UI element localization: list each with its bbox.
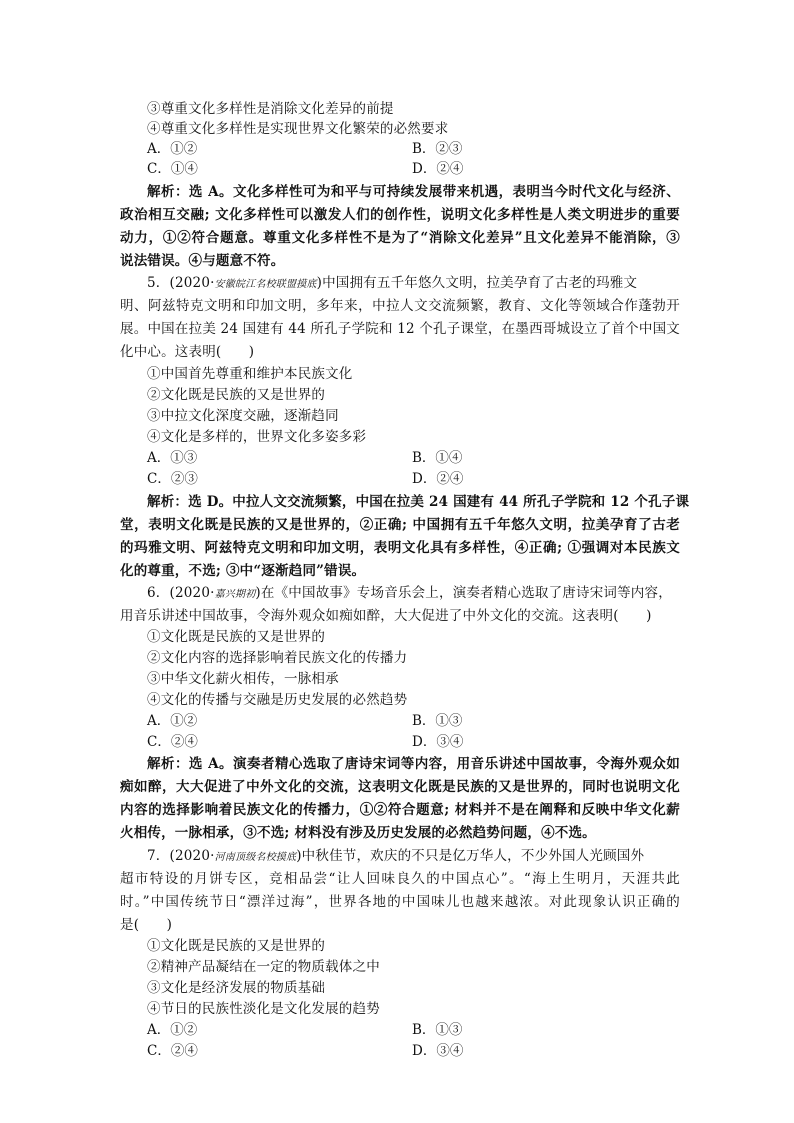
q4-analysis-line: 解析：选 A。文化多样性可为和平与可持续发展带来机遇，表明当今时代文化与经济、 <box>147 184 680 200</box>
q6-option-a: A．①② <box>147 713 198 729</box>
q4-analysis-line: 政治相互交融; 文化多样性可以激发人们的创作性，说明文化多样性是人类文明进步的重要 <box>120 207 680 223</box>
q6-item-3: ③中华文化薪火相传，一脉相承 <box>147 671 339 687</box>
q6-source: 嘉兴期初 <box>214 589 256 600</box>
q7-source: 河南顶级名校摸底 <box>214 852 297 863</box>
q6-item-4: ④文化的传播与交融是历史发展的必然趋势 <box>147 692 408 708</box>
q7-stem-first <box>120 846 680 868</box>
q5-item-2: ②文化既是民族的又是世界的 <box>147 387 326 403</box>
q6-item-2: ②文化内容的选择影响着民族文化的传播力 <box>147 650 408 666</box>
q4-item-3: ③尊重文化多样性是消除文化差异的前提 <box>147 101 394 117</box>
q6-stem-text: )在《中国故事》专场音乐会上，演奏者精心选取了唐诗宋词等内容， <box>255 585 672 601</box>
q7-stem-line: 时。”中国传统节日“漂洋过海”，世界各地的中国味儿也越来越浓。对此现象认识正确的 <box>120 894 680 910</box>
q5-stem-line: 展。中国在拉美 24 国建有 44 所孔子学院和 12 个孔子课堂，在墨西哥城设立了首个中国文 <box>120 321 680 337</box>
q7-stem-line: 超市特设的月饼专区，竞相品尝“让人回味良久的中国点心”。“海上生明月，天涯共此 <box>120 871 680 887</box>
q7-stem-line: 是( ) <box>120 917 173 933</box>
q4-analysis-line: 动力，①②符合题意。尊重文化多样性不是为了“消除文化差异”且文化差异不能消除，③ <box>120 230 680 246</box>
q4-item-4: ④尊重文化多样性是实现世界文化繁荣的必然要求 <box>147 121 449 137</box>
q7-option-b: B．①③ <box>412 1022 463 1038</box>
q6-analysis-line: 火相传，一脉相承，③不选; 材料没有涉及历史发展的必然趋势问题，④不选。 <box>120 825 596 841</box>
q4-analysis-line: 说法错误。④与题意不符。 <box>120 253 285 269</box>
q6-option-d: D．③④ <box>412 734 464 750</box>
q4-option-b: B．②③ <box>412 141 463 157</box>
q7-item-3: ③文化是经济发展的物质基础 <box>147 980 326 996</box>
q6-stem-line: 用音乐讲述中国故事，令海外观众如痴如醉，大大促进了中外文化的交流。这表明( ) <box>120 608 652 624</box>
q6-analysis-line: 解析：选 A。演奏者精心选取了唐诗宋词等内容，用音乐讲述中国故事，令海外观众如 <box>147 756 680 772</box>
q5-option-c: C．②③ <box>147 471 198 487</box>
q5-analysis-line: 堂，表明文化既是民族的又是世界的，②正确; 中国拥有五千年悠久文明，拉美孕育了古老 <box>120 517 680 533</box>
q7-item-1: ①文化既是民族的又是世界的 <box>147 938 326 954</box>
q7-item-2: ②精神产品凝结在一定的物质载体之中 <box>147 959 380 975</box>
q5-item-4: ④文化是多样的，世界文化多姿多彩 <box>147 429 367 445</box>
q6-analysis-line: 痴如醉，大大促进了中外文化的交流，这表明文化既是民族的又是世界的，同时也说明文化 <box>120 779 680 795</box>
q5-stem-text: )中国拥有五千年悠久文明，拉美孕育了古老的玛雅文 <box>316 275 638 291</box>
q5-option-b: B．①④ <box>412 450 463 466</box>
q5-stem-line: 明、阿兹特克文明和印加文明，多年来，中拉人文交流频繁，教育、文化等领域合作蓬勃开 <box>120 298 680 314</box>
q5-option-a: A．①③ <box>147 450 198 466</box>
q5-number: 5．(2020· <box>147 275 215 291</box>
q4-option-c: C．①④ <box>147 161 198 177</box>
q5-analysis-line: 化的尊重，不选; ③中“逐渐趋同”错误。 <box>120 563 366 579</box>
q6-item-1: ①文化既是民族的又是世界的 <box>147 629 326 645</box>
q4-option-d: D．②④ <box>412 161 464 177</box>
q5-source: 安徽皖江名校联盟摸底 <box>214 279 317 290</box>
q5-stem-first <box>120 273 680 295</box>
q6-analysis-line: 内容的选择影响着民族文化的传播力，①②符合题意; 材料并不是在阐释和反映中华文化薪 <box>120 802 680 818</box>
q7-option-c: C．②④ <box>147 1043 198 1059</box>
q7-option-d: D．③④ <box>412 1043 464 1059</box>
q7-stem-text: )中秋佳节，欢庆的不只是亿万华人，不少外国人光顾国外 <box>296 848 645 864</box>
q6-option-b: B．①③ <box>412 713 463 729</box>
q5-item-3: ③中拉文化深度交融，逐渐趋同 <box>147 408 339 424</box>
q5-stem-line: 化中心。这表明( ) <box>120 344 255 360</box>
q5-analysis-line: 解析：选 D。中拉人文交流频繁，中国在拉美 24 国建有 44 所孔子学院和 12 个孔子课 <box>147 494 690 510</box>
q6-number: 6．(2020· <box>147 585 215 601</box>
q6-stem-first <box>120 583 680 605</box>
q7-number: 7．(2020· <box>147 848 215 864</box>
q7-item-4: ④节日的民族性淡化是文化发展的趋势 <box>147 1001 380 1017</box>
q5-option-d: D．②④ <box>412 471 464 487</box>
q5-analysis-line: 的玛雅文明、阿兹特克文明和印加文明，表明文化具有多样性，④正确; ①强调对本民族文 <box>120 540 680 556</box>
q6-option-c: C．②④ <box>147 734 198 750</box>
q7-option-a: A．①② <box>147 1022 198 1038</box>
q4-option-a: A．①② <box>147 141 198 157</box>
q5-item-1: ①中国首先尊重和维护本民族文化 <box>147 366 353 382</box>
